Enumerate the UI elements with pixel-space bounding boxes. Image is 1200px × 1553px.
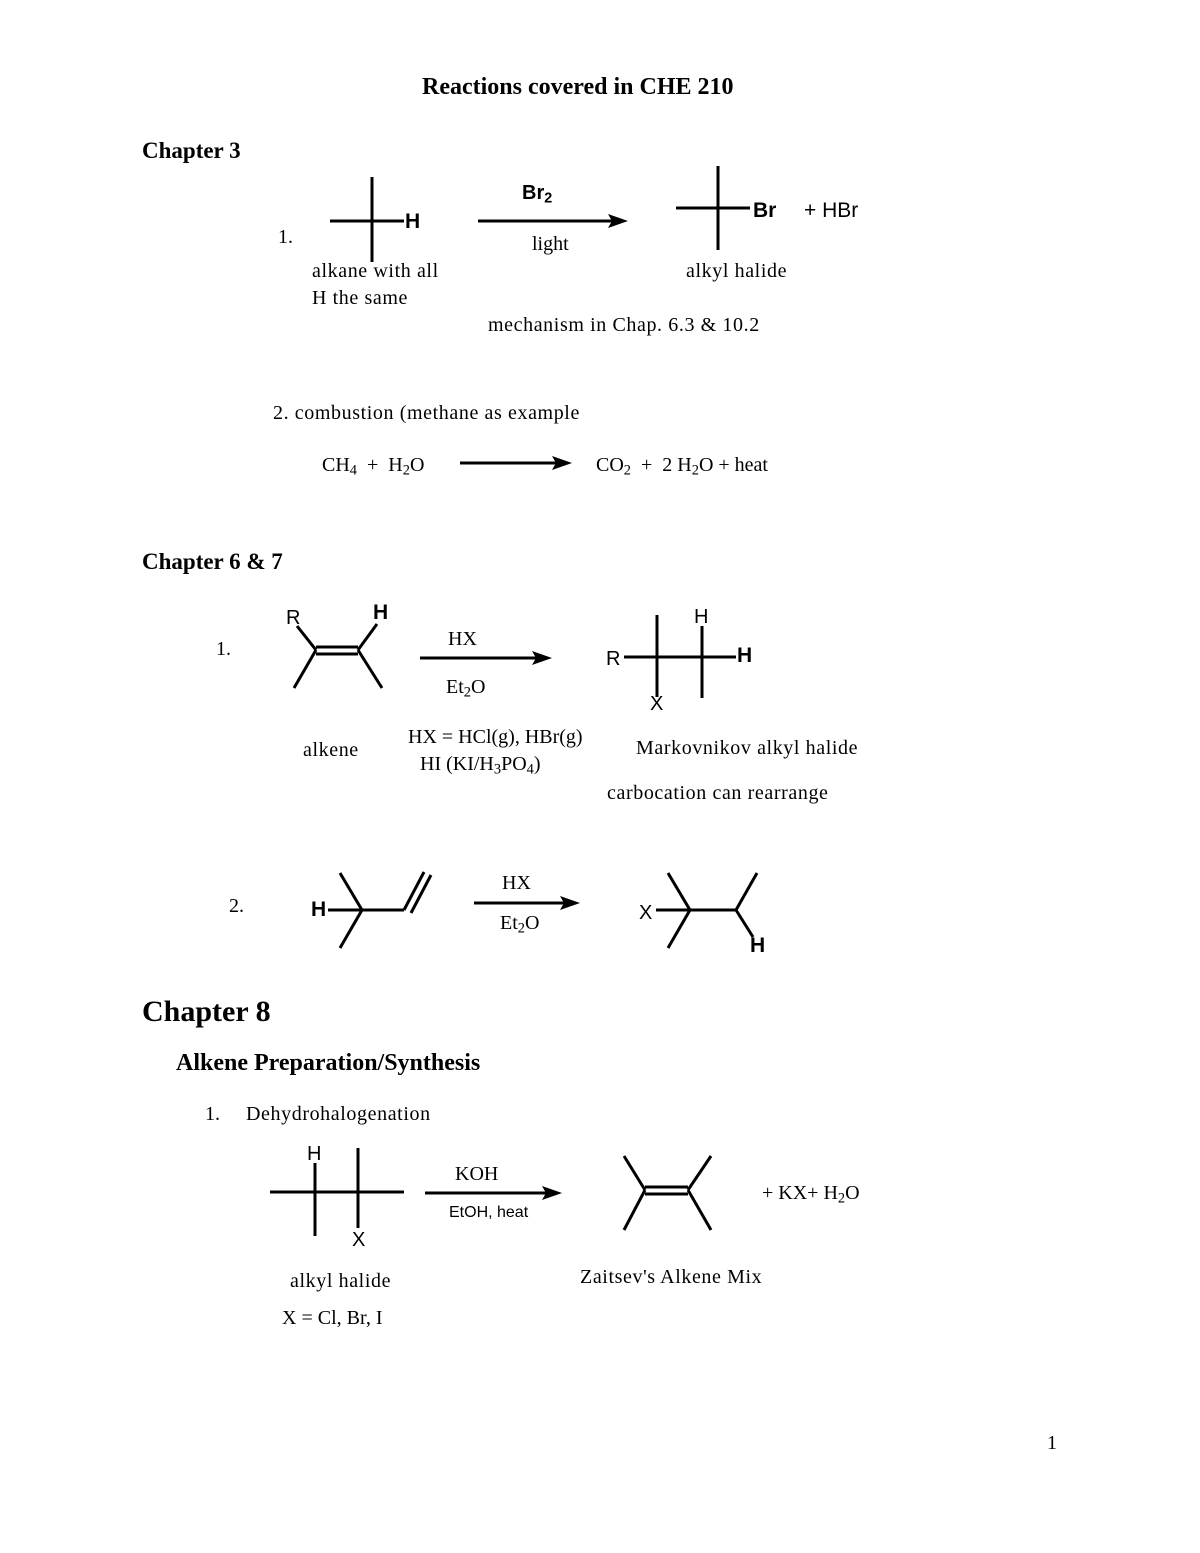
ch8-r1-prod-bond-ul	[624, 1156, 645, 1190]
ch8-r1-prod-bond-ur	[688, 1156, 711, 1190]
ch3-r1-number: 1.	[278, 226, 293, 248]
ch8-r1-prod-bond-dr	[688, 1190, 711, 1230]
ch67-r2-number: 2.	[229, 895, 244, 917]
ch3-r1-product-extra: + HBr	[804, 199, 859, 222]
chapter-8-heading: Chapter 8	[142, 995, 271, 1028]
ch3-r1-atom-h: H	[405, 210, 421, 233]
ch8-r1-atom-h: H	[307, 1143, 322, 1165]
ch8-r1-byproducts: + $KX+ H_2O$	[762, 1182, 860, 1207]
ch67-r1-product-label: Markovnikov alkyl halide	[636, 737, 859, 759]
ch8-r1-x-definition: X = Cl, Br, I	[282, 1307, 383, 1329]
page-number: 1	[1047, 1432, 1057, 1454]
ch3-r1-reactant-label-line1: alkane with all	[312, 260, 439, 282]
ch67-r1-atom-r: R	[286, 607, 301, 629]
chapter-6-7-heading: Chapter 6 & 7	[142, 549, 283, 574]
ch8-r1-atom-x: X	[352, 1229, 366, 1251]
ch67-r1-rearrange-note: carbocation can rearrange	[607, 782, 829, 804]
ch67-r1-hi-definition: HI $(KI/H_3PO_4)$	[420, 753, 541, 778]
ch8-r1-name: Dehydrohalogenation	[246, 1103, 431, 1125]
ch67-r2-prod-atom-h: H	[750, 934, 766, 957]
ch67-r1-prod-atom-x: X	[650, 693, 664, 715]
ch3-r1-reactant-label-line2: H the same	[312, 287, 408, 309]
ch3-r2-products: $CO_2 + 2$ $H_2O$ + heat	[596, 454, 768, 479]
ch8-r1-reactant-label: alkyl halide	[290, 1270, 392, 1292]
ch67-r1-number: 1.	[216, 638, 231, 660]
ch67-r1-prod-atom-h-right: H	[737, 644, 753, 667]
ch3-r1-mechanism-note: mechanism in Chap. 6.3 & 10.2	[488, 314, 760, 336]
ch8-r1-product-label: Zaitsev's Alkene Mix	[580, 1266, 763, 1288]
ch8-r1-prod-bond-dl	[624, 1190, 645, 1230]
ch3-r1-product-label: alkyl halide	[686, 260, 788, 282]
ch3-r2-reactants: $CH_4 + H_2O$	[322, 454, 425, 479]
ch67-r1-atom-h: H	[373, 601, 389, 624]
ch67-r2-reagent: HX	[502, 872, 531, 894]
ch67-r2-atom-h: H	[311, 898, 327, 921]
ch3-r1-reagent: $Br_2$	[522, 182, 553, 207]
ch3-r2-label: 2. combustion (methane as example	[273, 402, 580, 424]
ch3-r1-condition: light	[532, 233, 569, 255]
ch67-r1-reactant-label: alkene	[303, 739, 359, 761]
chapter-3-heading: Chapter 3	[142, 138, 241, 163]
ch67-r1-prod-atom-h-top: H	[694, 606, 709, 628]
ch67-r1-hx-definition: HX = HCl(g), HBr(g)	[408, 726, 583, 748]
ch8-r1-reagent: KOH	[455, 1163, 499, 1185]
ch67-r1-prod-atom-r: R	[606, 648, 621, 670]
ch67-r2-prod-atom-x: X	[639, 902, 653, 924]
ch8-r1-number: 1.	[205, 1103, 220, 1125]
ch67-r1-reagent: HX	[448, 628, 477, 650]
page-title: Reactions covered in CHE 210	[422, 74, 734, 100]
ch3-r1-atom-br: Br	[753, 199, 777, 222]
ch67-r1-solvent: $Et_2O$	[446, 676, 486, 701]
ch67-r2-solvent: $Et_2O$	[500, 912, 540, 937]
ch8-r1-condition: EtOH, heat	[449, 1204, 529, 1221]
alkene-synthesis-subheading: Alkene Preparation/Synthesis	[176, 1050, 481, 1076]
